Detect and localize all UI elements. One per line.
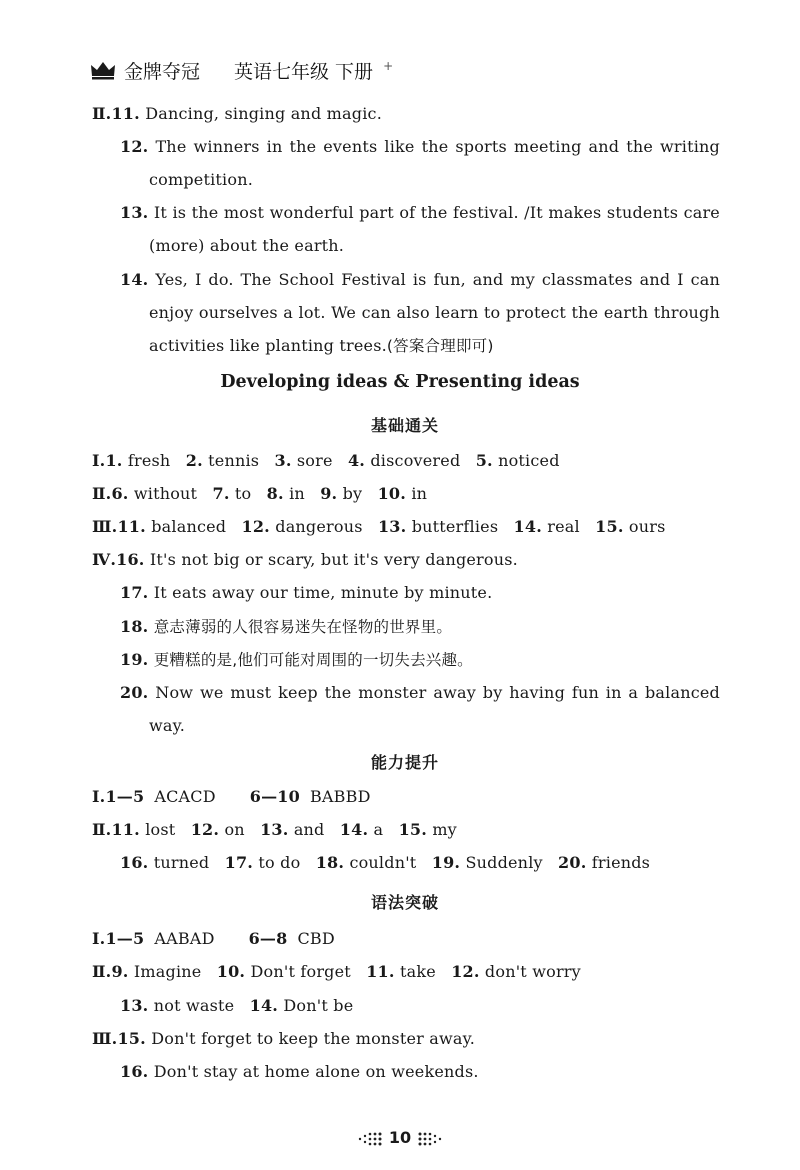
answer-line: 13. not waste 14. Don't be <box>120 996 354 1015</box>
crown-icon <box>90 60 116 80</box>
answer-line: way. <box>149 716 186 735</box>
page-footer <box>0 1128 800 1147</box>
answer-line: 20. Now we must keep the monster away by having fun in a balanced <box>120 683 720 702</box>
answer-line: 19. 更糟糕的是,他们可能对周围的一切失去兴趣。 <box>120 650 473 669</box>
answer-line: 12. The winners in the events like the sports meeting and the writing <box>120 137 720 156</box>
answer-line: Ⅰ.1—5 AABAD 6—8 CBD <box>92 929 335 948</box>
subsection-title: 基础通关 <box>370 416 439 435</box>
answer-line: Ⅲ.15. Don't forget to keep the monster away. <box>92 1029 476 1048</box>
answer-line: 18. 意志薄弱的人很容易迷失在怪物的世界里。 <box>120 617 453 636</box>
dots-left-icon <box>357 1132 383 1146</box>
answer-line: 17. It eats away our time, minute by minute. <box>120 583 493 602</box>
answer-line: competition. <box>149 170 253 189</box>
answer-line: Ⅱ.6. without 7. to 8. in 9. by 10. in <box>92 484 428 503</box>
answer-line: enjoy ourselves a lot. We can also learn to protect the earth through <box>149 303 720 322</box>
answer-line: Ⅱ.11. Dancing, singing and magic. <box>92 104 382 123</box>
answer-line: activities like planting trees.(答案合理即可) <box>149 336 494 355</box>
subsection-title: 能力提升 <box>370 753 439 772</box>
dots-right-icon <box>417 1132 443 1146</box>
answer-line: Ⅰ.1—5 ACACD 6—10 BABBD <box>92 787 371 806</box>
answer-line: Ⅱ.11. lost 12. on 13. and 14. a 15. my <box>92 820 457 839</box>
answer-line: 13. It is the most wonderful part of the festival. /It makes students care <box>120 203 720 222</box>
answer-line: 16. turned 17. to do 18. couldn't 19. Suddenly 20. friends <box>120 853 651 872</box>
answer-line: (more) about the earth. <box>149 236 345 255</box>
plus-mark: + <box>383 59 394 73</box>
answer-line: Ⅱ.9. Imagine 10. Don't forget 11. take 12. don't worry <box>92 962 581 981</box>
page-number: 10 <box>388 1128 412 1147</box>
answer-line: Ⅰ.1. fresh 2. tennis 3. sore 4. discovered 5. noticed <box>92 451 560 470</box>
subject-label: 英语七年级 下册 <box>234 60 374 83</box>
brand-name: 金牌夺冠 <box>124 60 201 83</box>
section-heading: Developing ideas & Presenting ideas <box>220 372 580 392</box>
answer-line: 16. Don't stay at home alone on weekends. <box>120 1062 479 1081</box>
answer-line: Ⅳ.16. It's not big or scary, but it's very dangerous. <box>92 550 518 569</box>
page-header <box>90 55 393 85</box>
answer-line: 14. Yes, I do. The School Festival is fun, and my classmates and I can <box>120 270 720 289</box>
subsection-title: 语法突破 <box>370 893 439 912</box>
answer-line: Ⅲ.11. balanced 12. dangerous 13. butterflies 14. real 15. ours <box>92 517 666 536</box>
